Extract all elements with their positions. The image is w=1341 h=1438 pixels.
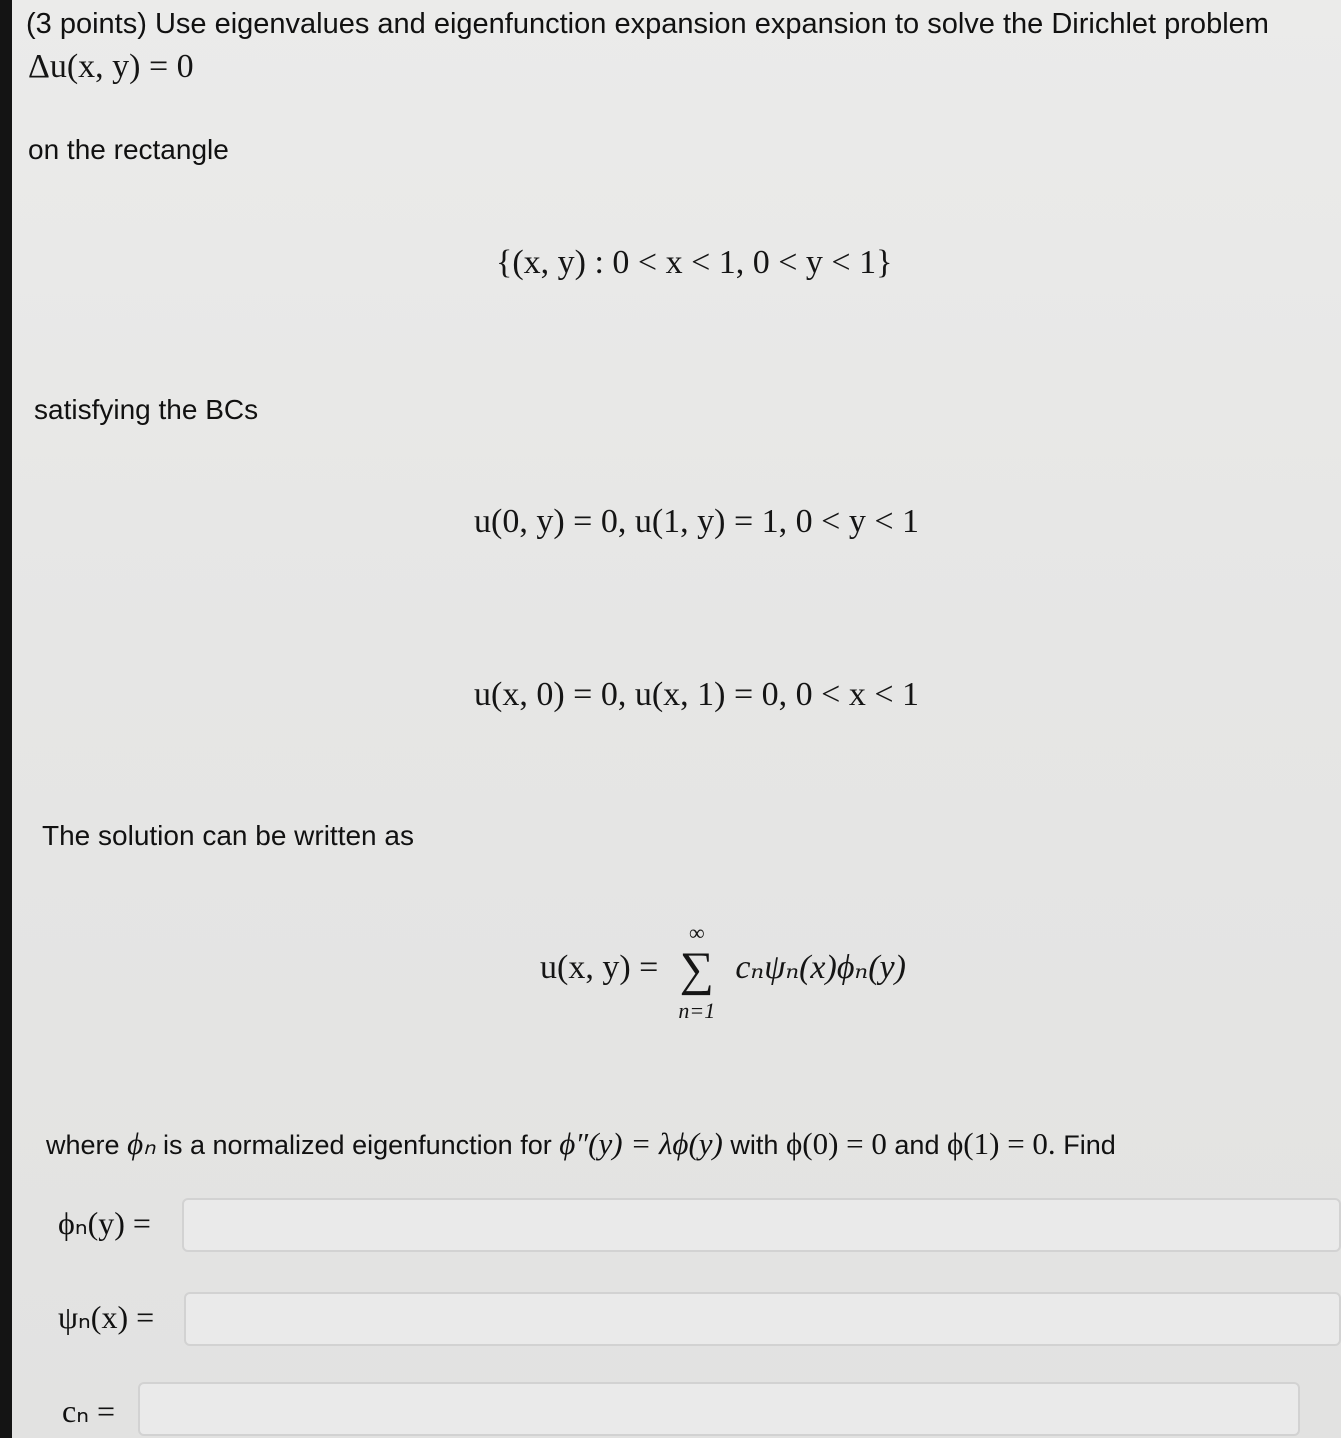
where-and: and	[894, 1130, 940, 1160]
summation-symbol: ∞ ∑ n=1	[675, 946, 719, 994]
where-phi-n: ϕₙ	[127, 1126, 156, 1161]
where-with: with	[730, 1130, 779, 1160]
sum-upper-limit: ∞	[688, 920, 705, 945]
where-find: Find	[1063, 1130, 1116, 1160]
phi-answer-input[interactable]	[182, 1198, 1341, 1252]
domain-set: {(x, y) : 0 < x < 1, 0 < y < 1}	[496, 244, 893, 281]
where-ode: ϕ″(y) = λϕ(y)	[559, 1126, 723, 1161]
rectangle-label: on the rectangle	[28, 134, 229, 165]
bc-line-2: u(x, 0) = 0, u(x, 1) = 0, 0 < x < 1	[474, 676, 919, 713]
series-lhs: u(x, y) =	[540, 948, 659, 986]
bcs-label: satisfying the BCs	[34, 394, 259, 425]
bc-line-1: u(0, y) = 0, u(1, y) = 1, 0 < y < 1	[474, 503, 919, 540]
c-answer-label: cₙ =	[62, 1393, 115, 1429]
psi-answer-input[interactable]	[184, 1292, 1341, 1346]
where-bc1: ϕ(1) = 0.	[946, 1126, 1056, 1161]
psi-answer-label: ψₙ(x) =	[58, 1299, 155, 1335]
solution-label: The solution can be written as	[42, 820, 414, 851]
where-sentence	[46, 1126, 1116, 1162]
where-bc0: ϕ(0) = 0	[785, 1126, 887, 1161]
where-mid-text: is a normalized eigenfunction for	[162, 1130, 552, 1160]
sum-lower-limit: n=1	[678, 998, 716, 1023]
series-formula	[540, 920, 906, 1023]
problem-intro: (3 points) Use eigenvalues and eigenfunction expansion expansion to solve the Dirichlet problem	[26, 8, 1269, 40]
question-page	[12, 0, 1341, 1438]
pde-equation: Δu(x, y) = 0	[28, 48, 194, 85]
series-term: cₙψₙ(x)ϕₙ(y)	[735, 948, 906, 986]
phi-answer-label: ϕₙ(y) =	[58, 1205, 151, 1241]
where-prefix: where	[46, 1130, 120, 1160]
c-answer-input[interactable]	[138, 1382, 1300, 1436]
